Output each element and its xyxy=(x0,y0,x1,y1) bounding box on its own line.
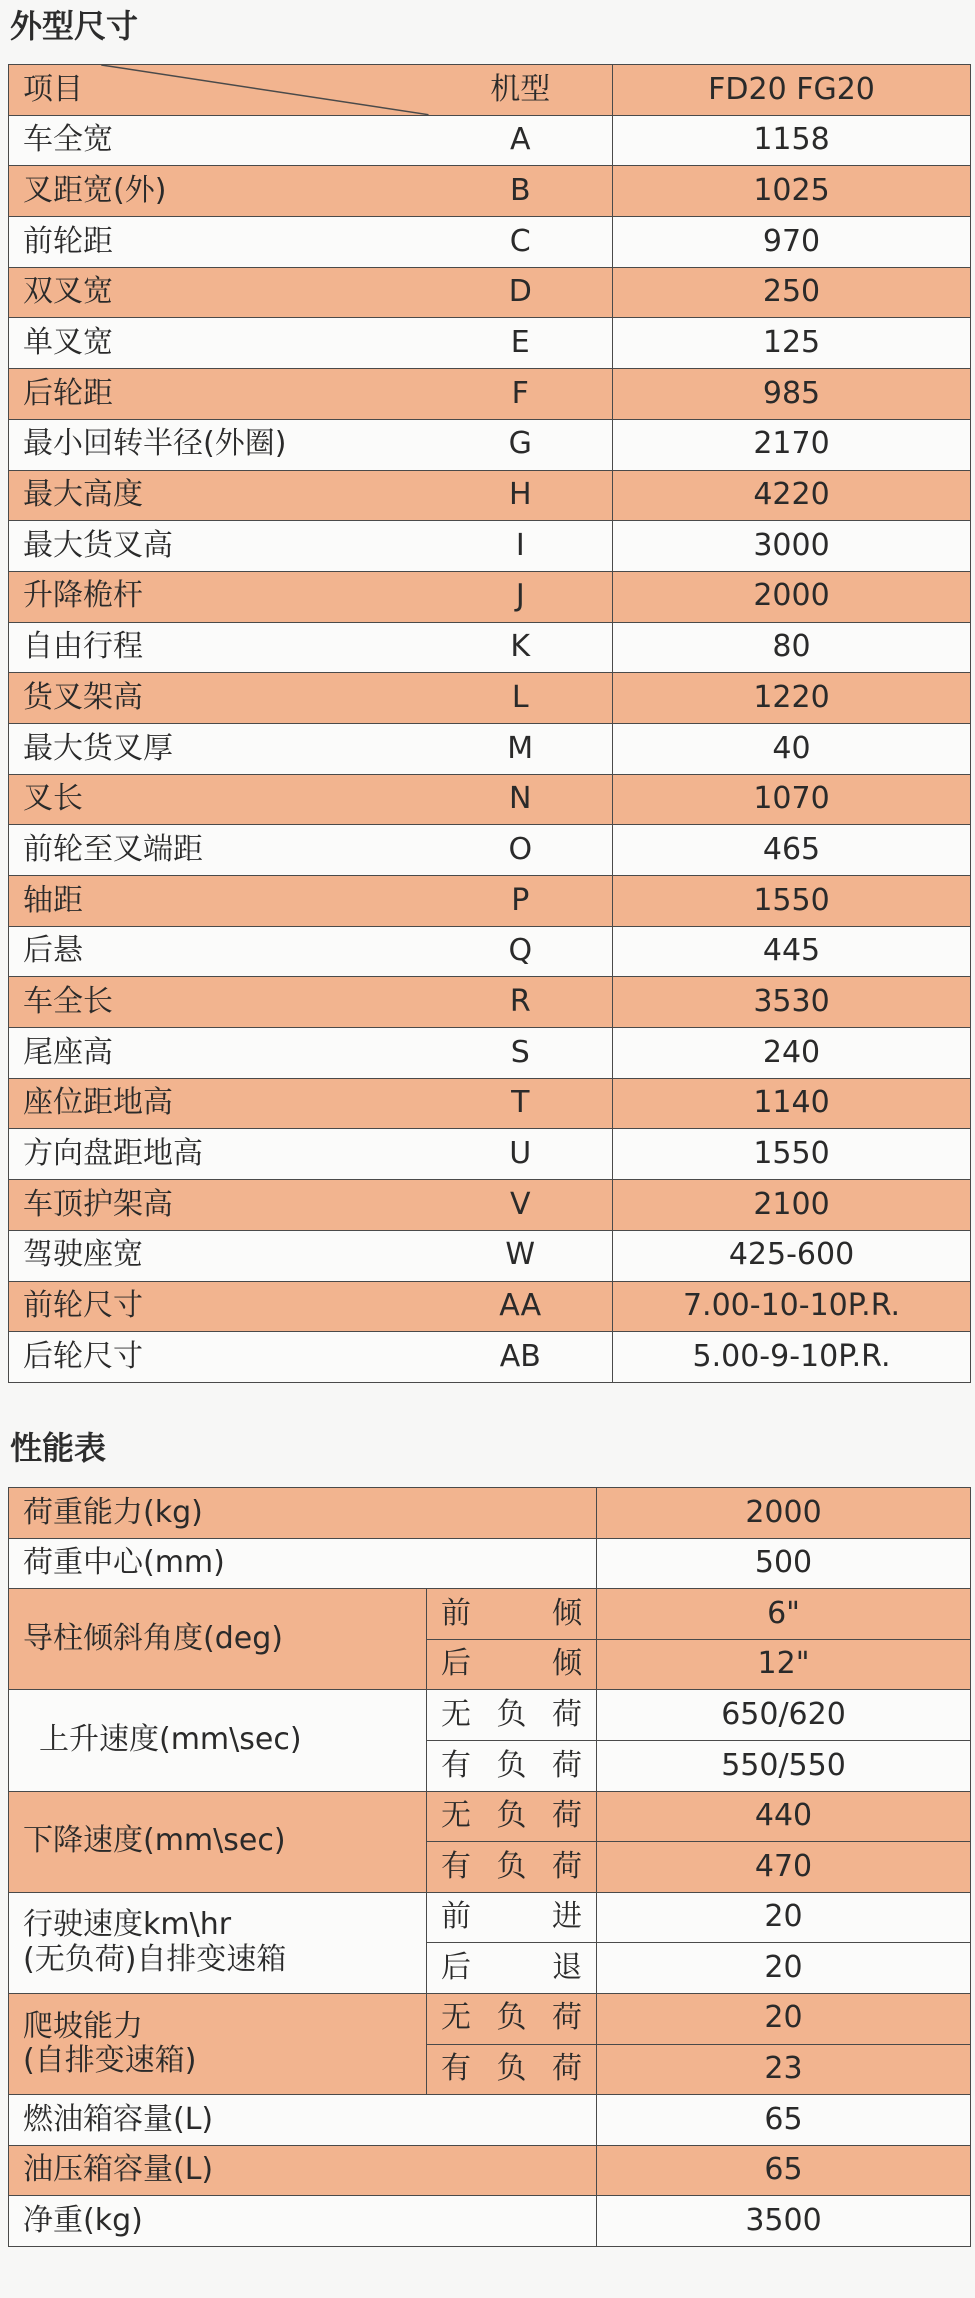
dimension-row xyxy=(9,369,971,420)
perf-label: 下降速度(mm\sec) xyxy=(9,1791,427,1892)
perf-row-net-weight xyxy=(9,2196,971,2247)
dimension-name: 驾驶座宽 xyxy=(9,1230,429,1281)
dimension-code: C xyxy=(429,217,613,268)
perf-condition: 无 负 荷 xyxy=(427,1690,597,1741)
dimension-row xyxy=(9,217,971,268)
perf-condition: 后 退 xyxy=(427,1943,597,1994)
dimension-name: 叉长 xyxy=(9,774,429,825)
dimension-value: 445 xyxy=(613,926,971,977)
perf-value: 20 xyxy=(597,1993,971,2044)
dimension-name: 车全宽 xyxy=(9,115,429,166)
dimension-name: 最大高度 xyxy=(9,470,429,521)
perf-row-lower-unloaded xyxy=(9,1791,971,1842)
dimension-value: 2170 xyxy=(613,419,971,470)
dimension-row xyxy=(9,318,971,369)
dimension-code: AB xyxy=(429,1332,613,1383)
dimension-code: O xyxy=(429,825,613,876)
dimension-row xyxy=(9,1180,971,1231)
header-item-label: 项目 xyxy=(23,71,83,107)
perf-label: 上升速度(mm\sec) xyxy=(9,1690,427,1791)
dimension-value: 1025 xyxy=(613,166,971,217)
dimension-row xyxy=(9,1078,971,1129)
dimension-row xyxy=(9,470,971,521)
dimension-code: T xyxy=(429,1078,613,1129)
perf-value: 440 xyxy=(597,1791,971,1842)
dimension-value: 2100 xyxy=(613,1180,971,1231)
perf-value: 3500 xyxy=(597,2196,971,2247)
dimension-code: L xyxy=(429,673,613,724)
dimension-value: 425-600 xyxy=(613,1230,971,1281)
dimension-code: AA xyxy=(429,1281,613,1332)
perf-label: 燃油箱容量(L) xyxy=(9,2095,597,2146)
dimension-row xyxy=(9,571,971,622)
dimension-row xyxy=(9,723,971,774)
perf-value: 65 xyxy=(597,2095,971,2146)
dimension-value: 4220 xyxy=(613,470,971,521)
dimension-code: B xyxy=(429,166,613,217)
dimension-row xyxy=(9,115,971,166)
dimension-row xyxy=(9,521,971,572)
perf-value: 20 xyxy=(597,1892,971,1943)
dimension-name: 双叉宽 xyxy=(9,267,429,318)
dimension-code: S xyxy=(429,1028,613,1079)
header-model-label: 机型 xyxy=(429,65,613,116)
dimension-row xyxy=(9,1129,971,1180)
dimension-value: 5.00-9-10P.R. xyxy=(613,1332,971,1383)
dimension-code: H xyxy=(429,470,613,521)
dimension-value: 3530 xyxy=(613,977,971,1028)
dimension-row xyxy=(9,977,971,1028)
perf-label: 净重(kg) xyxy=(9,2196,597,2247)
perf-label-line2: (无负荷)自排变速箱 xyxy=(23,1941,287,1977)
dimension-name: 最小回转半径(外圈) xyxy=(9,419,429,470)
dimension-name: 轴距 xyxy=(9,876,429,927)
dimension-code: U xyxy=(429,1129,613,1180)
perf-value: 500 xyxy=(597,1538,971,1589)
dimension-row xyxy=(9,1028,971,1079)
dimension-value: 7.00-10-10P.R. xyxy=(613,1281,971,1332)
dimension-code: E xyxy=(429,318,613,369)
dimension-code: Q xyxy=(429,926,613,977)
dimension-code: K xyxy=(429,622,613,673)
dimension-name: 车顶护架高 xyxy=(9,1180,429,1231)
perf-condition: 有 负 荷 xyxy=(427,1842,597,1893)
perf-value: 650/620 xyxy=(597,1690,971,1741)
header-models-label: FD20 FG20 xyxy=(613,65,971,116)
dimension-value: 1070 xyxy=(613,774,971,825)
perf-row-lift-unloaded xyxy=(9,1690,971,1741)
perf-label xyxy=(9,1993,427,2094)
dimension-name: 后轮尺寸 xyxy=(9,1332,429,1383)
dimension-value: 80 xyxy=(613,622,971,673)
header-item-cell xyxy=(9,65,429,116)
dimension-row xyxy=(9,673,971,724)
perf-row-load-center xyxy=(9,1538,971,1589)
dimension-code: A xyxy=(429,115,613,166)
perf-value: 2000 xyxy=(597,1488,971,1539)
dimension-value: 1550 xyxy=(613,1129,971,1180)
dimension-value: 250 xyxy=(613,267,971,318)
performance-title: 性能表 xyxy=(10,1429,107,1467)
dimension-code: G xyxy=(429,419,613,470)
perf-label: 荷重能力(kg) xyxy=(9,1488,597,1539)
dimension-name: 货叉架高 xyxy=(9,673,429,724)
dimension-code: W xyxy=(429,1230,613,1281)
perf-label: 油压箱容量(L) xyxy=(9,2145,597,2196)
dimensions-table xyxy=(8,64,971,1383)
perf-value: 6" xyxy=(597,1589,971,1640)
dimension-row xyxy=(9,622,971,673)
dimension-code: M xyxy=(429,723,613,774)
dimension-value: 970 xyxy=(613,217,971,268)
perf-label-line1: 爬坡能力 xyxy=(23,2008,143,2044)
dimension-row xyxy=(9,166,971,217)
dimension-code: J xyxy=(429,571,613,622)
dimension-row xyxy=(9,774,971,825)
dimension-row xyxy=(9,1281,971,1332)
dimension-code: N xyxy=(429,774,613,825)
dimension-name: 单叉宽 xyxy=(9,318,429,369)
dimension-row xyxy=(9,1332,971,1383)
performance-table xyxy=(8,1487,971,2247)
dimension-code: P xyxy=(429,876,613,927)
dimension-name: 方向盘距地高 xyxy=(9,1129,429,1180)
perf-label: 荷重中心(mm) xyxy=(9,1538,597,1589)
dimension-value: 985 xyxy=(613,369,971,420)
perf-value: 12" xyxy=(597,1639,971,1690)
dimension-name: 车全长 xyxy=(9,977,429,1028)
perf-label xyxy=(9,1892,427,1993)
perf-label-line2: (自排变速箱) xyxy=(23,2043,197,2079)
dimension-row xyxy=(9,926,971,977)
perf-value: 470 xyxy=(597,1842,971,1893)
perf-label-line1: 行驶速度km\hr xyxy=(23,1907,232,1943)
perf-condition: 后 倾 xyxy=(427,1639,597,1690)
perf-condition: 无 负 荷 xyxy=(427,1993,597,2044)
dimension-row xyxy=(9,419,971,470)
dimension-name: 自由行程 xyxy=(9,622,429,673)
dimension-name: 前轮至叉端距 xyxy=(9,825,429,876)
dimension-code: F xyxy=(429,369,613,420)
dimension-value: 40 xyxy=(613,723,971,774)
perf-row-tilt-front xyxy=(9,1589,971,1640)
dimension-name: 后悬 xyxy=(9,926,429,977)
dimension-value: 2000 xyxy=(613,571,971,622)
dimension-row xyxy=(9,825,971,876)
dimension-code: V xyxy=(429,1180,613,1231)
dimension-name: 最大货叉高 xyxy=(9,521,429,572)
dimension-code: I xyxy=(429,521,613,572)
dimension-value: 240 xyxy=(613,1028,971,1079)
perf-label: 导柱倾斜角度(deg) xyxy=(9,1589,427,1690)
perf-row-travel-forward xyxy=(9,1892,971,1943)
dimension-value: 465 xyxy=(613,825,971,876)
perf-condition: 无 负 荷 xyxy=(427,1791,597,1842)
perf-value: 20 xyxy=(597,1943,971,1994)
perf-value: 23 xyxy=(597,2044,971,2095)
dimension-name: 前轮距 xyxy=(9,217,429,268)
dimension-name: 尾座高 xyxy=(9,1028,429,1079)
dimension-name: 座位距地高 xyxy=(9,1078,429,1129)
dimension-value: 1158 xyxy=(613,115,971,166)
perf-row-load-capacity xyxy=(9,1488,971,1539)
dimension-row xyxy=(9,876,971,927)
dimension-name: 升降桅杆 xyxy=(9,571,429,622)
perf-row-grade-unloaded xyxy=(9,1993,971,2044)
perf-condition: 有 负 荷 xyxy=(427,2044,597,2095)
perf-condition: 前 进 xyxy=(427,1892,597,1943)
perf-condition: 有 负 荷 xyxy=(427,1740,597,1791)
dimension-name: 叉距宽(外) xyxy=(9,166,429,217)
dimension-name: 前轮尺寸 xyxy=(9,1281,429,1332)
perf-value: 65 xyxy=(597,2145,971,2196)
dimension-code: D xyxy=(429,267,613,318)
perf-row-hydraulic-tank xyxy=(9,2145,971,2196)
dimensions-title: 外型尺寸 xyxy=(10,7,139,45)
dimension-value: 1550 xyxy=(613,876,971,927)
dimension-row xyxy=(9,267,971,318)
dimensions-header-row xyxy=(9,65,971,116)
dimension-value: 125 xyxy=(613,318,971,369)
perf-value: 550/550 xyxy=(597,1740,971,1791)
perf-row-fuel-tank xyxy=(9,2095,971,2146)
dimension-value: 1140 xyxy=(613,1078,971,1129)
dimension-row xyxy=(9,1230,971,1281)
dimension-name: 后轮距 xyxy=(9,369,429,420)
perf-condition: 前 倾 xyxy=(427,1589,597,1640)
dimension-value: 1220 xyxy=(613,673,971,724)
dimension-name: 最大货叉厚 xyxy=(9,723,429,774)
dimension-value: 3000 xyxy=(613,521,971,572)
dimension-code: R xyxy=(429,977,613,1028)
